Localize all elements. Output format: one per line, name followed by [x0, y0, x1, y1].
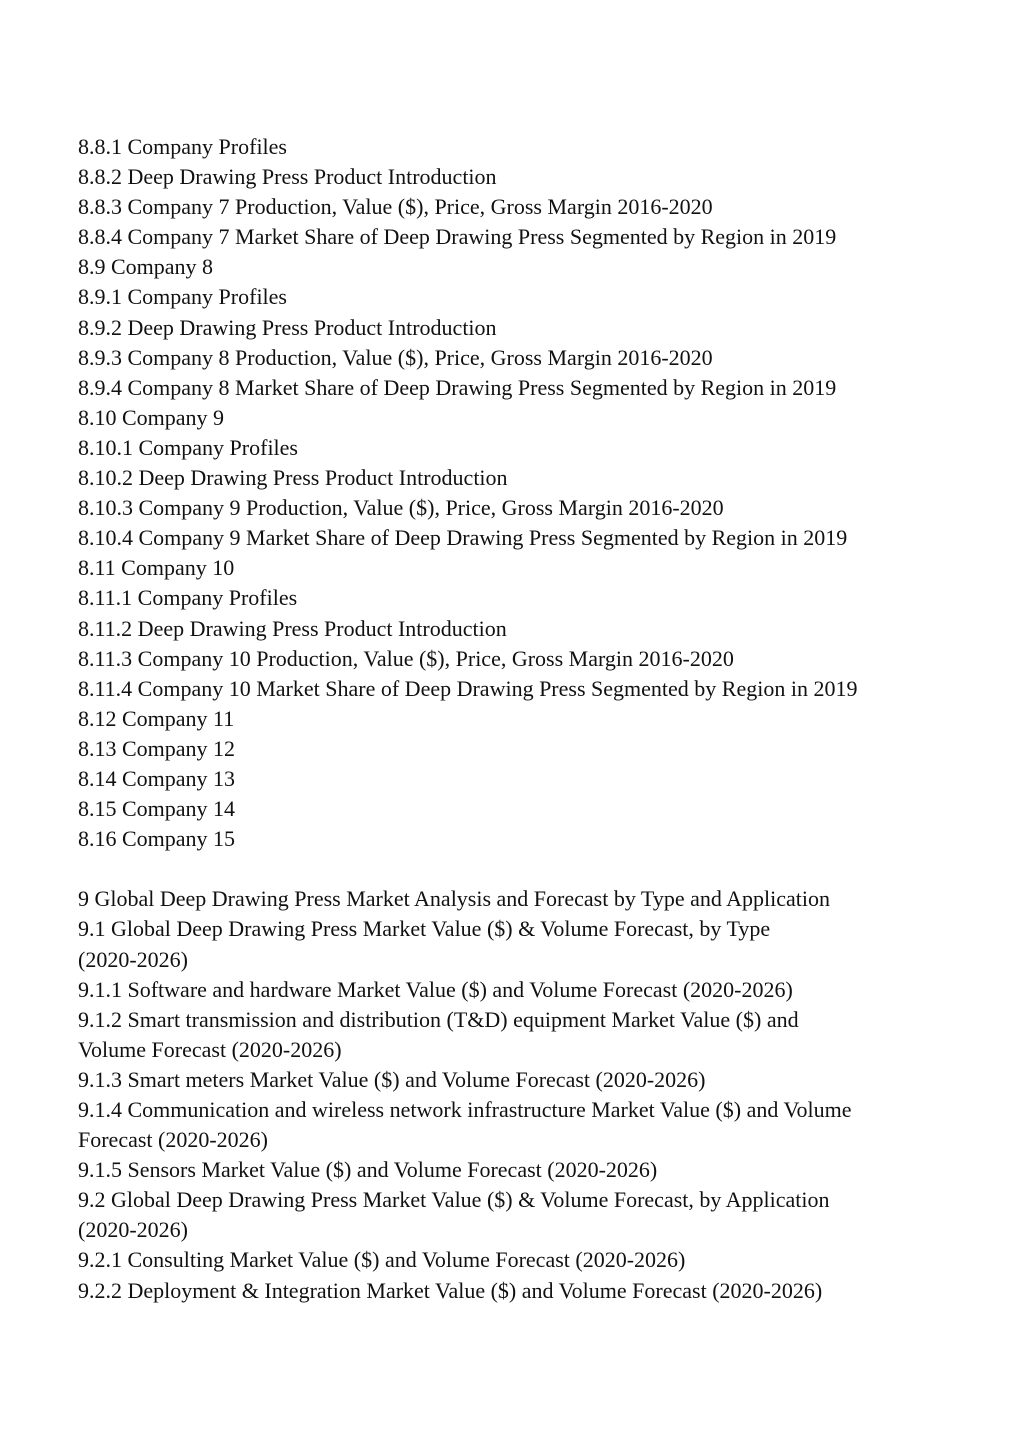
- toc-entry: 9.1.4 Communication and wireless network infrastructure Market Value ($) and Volume: [78, 1097, 852, 1122]
- document-page: [78, 132, 958, 1306]
- toc-entry: 8.15 Company 14: [78, 796, 236, 822]
- toc-section-9: [78, 884, 958, 1305]
- toc-entry: 9.1.2 Smart transmission and distribution (T&D) equipment Market Value ($) and: [78, 1006, 799, 1032]
- toc-entry: 8.10.3 Company 9 Production, Value ($), Price, Gross Margin 2016-2020: [78, 495, 724, 521]
- toc-entry: 8.10.2 Deep Drawing Press Product Introduction: [78, 465, 508, 491]
- toc-entry: 9.1.1 Software and hardware Market Value ($) and Volume Forecast (2020-2026): [78, 976, 793, 1002]
- toc-entry: 8.9.1 Company Profiles: [78, 284, 287, 310]
- toc-entry: 8.16 Company 15: [78, 826, 236, 852]
- toc-section-8: [78, 132, 958, 854]
- toc-entry: 9.1.5 Sensors Market Value ($) and Volume Forecast (2020-2026): [78, 1157, 658, 1183]
- toc-entry: 8.9 Company 8: [78, 254, 214, 280]
- toc-entry: 8.11.2 Deep Drawing Press Product Introduction: [78, 615, 507, 641]
- toc-entry: 8.9.3 Company 8 Production, Value ($), Price, Gross Margin 2016-2020: [78, 344, 713, 370]
- toc-entry-continuation: (2020-2026): [78, 1217, 188, 1243]
- toc-entry: 9.2.1 Consulting Market Value ($) and Volume Forecast (2020-2026): [78, 1247, 686, 1273]
- toc-entry: 8.8.2 Deep Drawing Press Product Introduction: [78, 164, 497, 190]
- toc-entry: 8.10.4 Company 9 Market Share of Deep Drawing Press Segmented by Region in 2019: [78, 525, 848, 551]
- toc-entry: 8.8.3 Company 7 Production, Value ($), Price, Gross Margin 2016-2020: [78, 194, 713, 220]
- toc-entry-continuation: Volume Forecast (2020-2026): [78, 1036, 342, 1062]
- section-gap: [78, 854, 958, 884]
- toc-entry: 9.1.3 Smart meters Market Value ($) and Volume Forecast (2020-2026): [78, 1066, 706, 1092]
- toc-entry: 8.8.1 Company Profiles: [78, 134, 287, 159]
- toc-entry: 9.2 Global Deep Drawing Press Market Value ($) & Volume Forecast, by Application: [78, 1187, 830, 1213]
- toc-entry-continuation: (2020-2026): [78, 946, 188, 972]
- toc-entry: 8.13 Company 12: [78, 735, 236, 761]
- toc-entry: 8.9.2 Deep Drawing Press Product Introduction: [78, 314, 497, 340]
- toc-entry: 8.8.4 Company 7 Market Share of Deep Drawing Press Segmented by Region in 2019: [78, 224, 837, 250]
- toc-entry: 8.11.1 Company Profiles: [78, 585, 298, 611]
- toc-entry: 8.10 Company 9: [78, 404, 225, 430]
- toc-entry: 8.11.4 Company 10 Market Share of Deep Drawing Press Segmented by Region in 2019: [78, 675, 858, 701]
- toc-entry-continuation: Forecast (2020-2026): [78, 1127, 269, 1153]
- toc-entry: 9 Global Deep Drawing Press Market Analysis and Forecast by Type and Application: [78, 886, 831, 912]
- toc-entry: 8.12 Company 11: [78, 705, 235, 731]
- toc-entry: 9.1 Global Deep Drawing Press Market Value ($) & Volume Forecast, by Type: [78, 916, 771, 942]
- toc-entry: 8.10.1 Company Profiles: [78, 434, 298, 460]
- toc-entry: 8.9.4 Company 8 Market Share of Deep Drawing Press Segmented by Region in 2019: [78, 374, 837, 400]
- toc-entry: 8.11.3 Company 10 Production, Value ($), Price, Gross Margin 2016-2020: [78, 645, 734, 671]
- toc-entry: 8.14 Company 13: [78, 765, 236, 791]
- toc-entry: 8.11 Company 10: [78, 555, 235, 581]
- toc-entry: 9.2.2 Deployment & Integration Market Value ($) and Volume Forecast (2020-2026): [78, 1277, 823, 1303]
